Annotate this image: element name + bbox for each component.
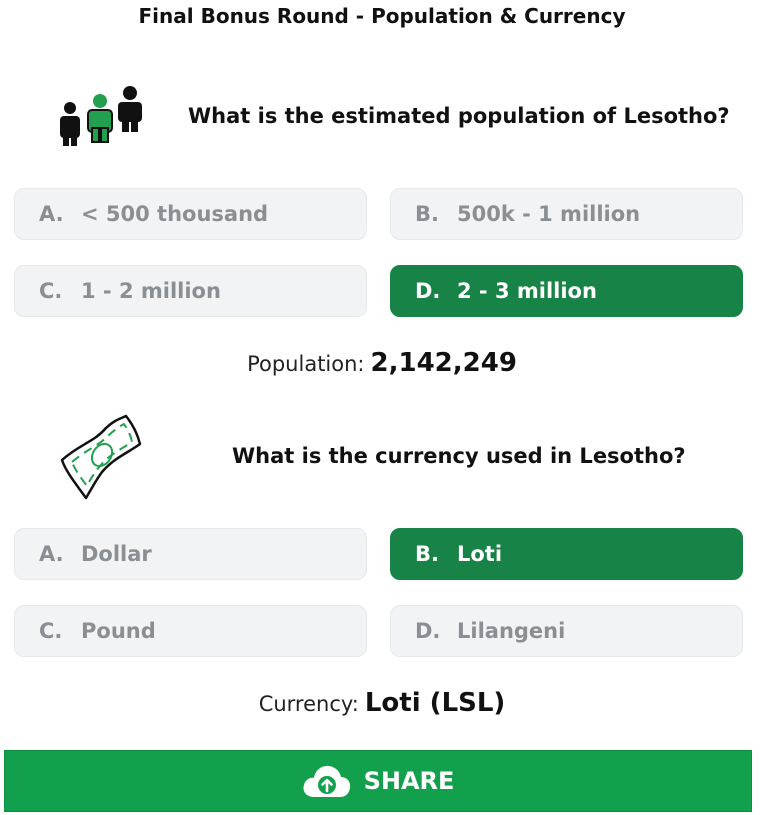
banknote-icon xyxy=(56,414,142,500)
option-c[interactable] xyxy=(14,265,367,317)
cloud-upload-icon xyxy=(302,763,352,799)
question-text: What is the estimated population of Lesotho? xyxy=(188,104,730,128)
option-b[interactable] xyxy=(390,528,743,580)
option-label: < 500 thousand xyxy=(81,202,269,226)
option-letter: B. xyxy=(415,202,439,226)
question-currency xyxy=(0,414,764,502)
option-letter: A. xyxy=(39,202,64,226)
option-label: Dollar xyxy=(81,542,152,566)
answer-label: Currency: xyxy=(258,692,359,716)
option-letter: D. xyxy=(415,279,441,303)
option-d[interactable] xyxy=(390,265,743,317)
answer-value: Loti (LSL) xyxy=(364,688,506,718)
question-text: What is the currency used in Lesotho? xyxy=(232,444,686,468)
option-label: 1 - 2 million xyxy=(81,279,221,303)
option-b[interactable] xyxy=(390,188,743,240)
option-a[interactable] xyxy=(14,528,367,580)
option-letter: C. xyxy=(39,279,63,303)
option-c[interactable] xyxy=(14,605,367,657)
option-letter: A. xyxy=(39,542,64,566)
option-label: 2 - 3 million xyxy=(457,279,597,303)
answer-value: 2,142,249 xyxy=(370,348,517,378)
answer-label: Population: xyxy=(247,352,365,376)
option-a[interactable] xyxy=(14,188,367,240)
option-d[interactable] xyxy=(390,605,743,657)
question-population xyxy=(0,84,764,154)
option-label: Pound xyxy=(81,619,156,643)
option-label: Loti xyxy=(457,542,503,566)
population-answer xyxy=(0,348,764,378)
people-icon xyxy=(54,84,146,148)
share-button[interactable] xyxy=(4,750,752,812)
page-title: Final Bonus Round - Population & Currency xyxy=(138,4,626,28)
option-letter: B. xyxy=(415,542,439,566)
option-letter: C. xyxy=(39,619,63,643)
option-letter: D. xyxy=(415,619,441,643)
option-label: Lilangeni xyxy=(457,619,566,643)
share-label: SHARE xyxy=(363,767,455,795)
option-label: 500k - 1 million xyxy=(457,202,641,226)
currency-answer xyxy=(0,688,764,718)
